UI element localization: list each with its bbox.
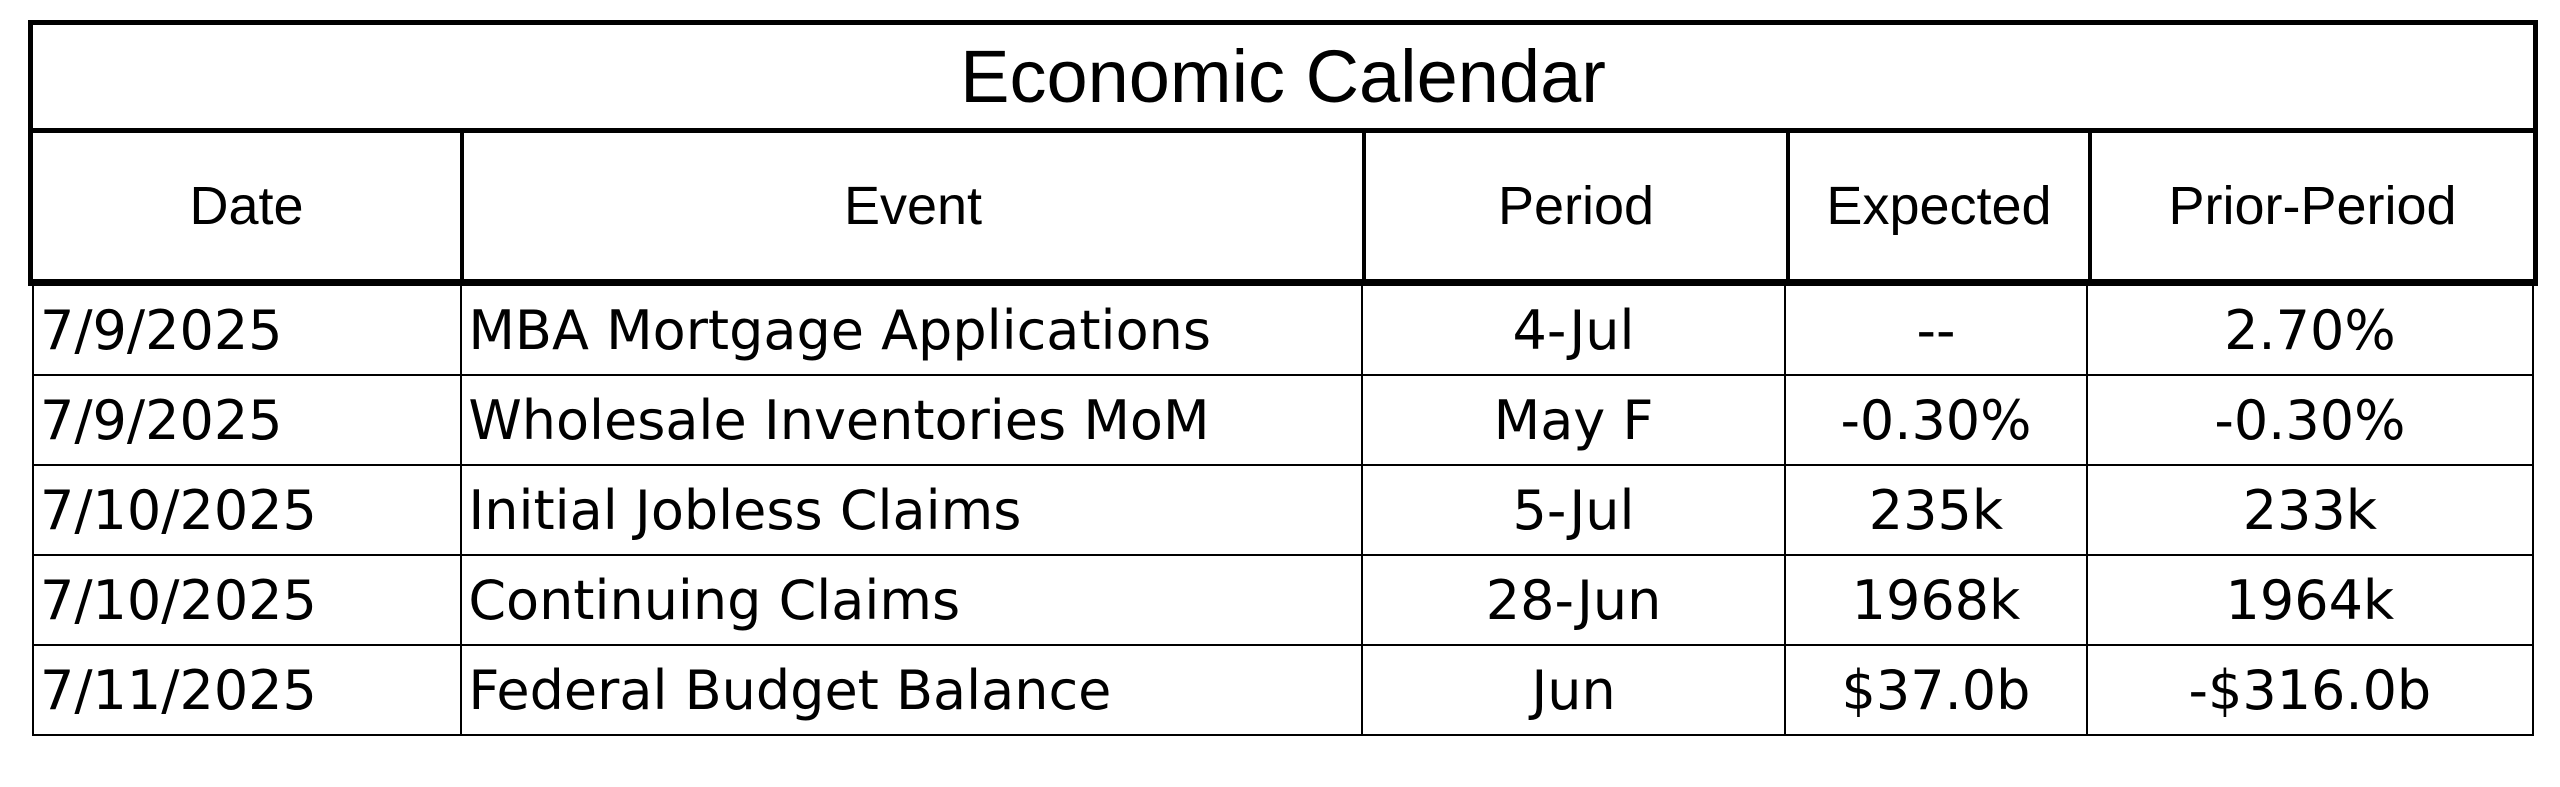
cell-expected: $37.0b [1786,646,2088,734]
cell-event: Federal Budget Balance [462,646,1363,734]
column-header-expected: Expected [1790,133,2092,279]
table-row [34,646,2532,736]
column-header-event: Event [464,133,1366,279]
cell-event: Wholesale Inventories MoM [462,376,1363,464]
column-header-period: Period [1366,133,1790,279]
cell-date: 7/9/2025 [34,376,462,464]
column-header-date: Date [33,133,464,279]
column-header-prior-period: Prior-Period [2168,176,2457,236]
cell-prior-period: 2.70% [2224,298,2396,362]
cell-date: 7/10/2025 [34,556,462,644]
cell-prior-period: 1964k [2225,568,2395,632]
cell-event: MBA Mortgage Applications [462,286,1363,374]
economic-calendar-table [28,20,2538,736]
cell-expected: 1968k [1786,556,2088,644]
cell-expected: -- [1786,286,2088,374]
cell-prior-period: -$316.0b [2188,658,2432,722]
cell-expected: 235k [1786,466,2088,554]
cell-event: Initial Jobless Claims [462,466,1363,554]
cell-prior-period: -0.30% [2214,388,2406,452]
header-row [28,133,2538,286]
cell-period: 5-Jul [1363,466,1786,554]
table-row [34,376,2532,466]
cell-period: 4-Jul [1363,286,1786,374]
cell-period: 28-Jun [1363,556,1786,644]
cell-prior-period: 233k [2242,478,2378,542]
table-row [34,286,2532,376]
cell-period: Jun [1363,646,1786,734]
cell-date: 7/11/2025 [34,646,462,734]
table-title: Economic Calendar [28,20,2538,133]
table-row [34,466,2532,556]
table-body [32,286,2534,736]
cell-date: 7/10/2025 [34,466,462,554]
cell-event: Continuing Claims [462,556,1363,644]
cell-expected: -0.30% [1786,376,2088,464]
cell-period: May F [1363,376,1786,464]
cell-date: 7/9/2025 [34,286,462,374]
table-row [34,556,2532,646]
